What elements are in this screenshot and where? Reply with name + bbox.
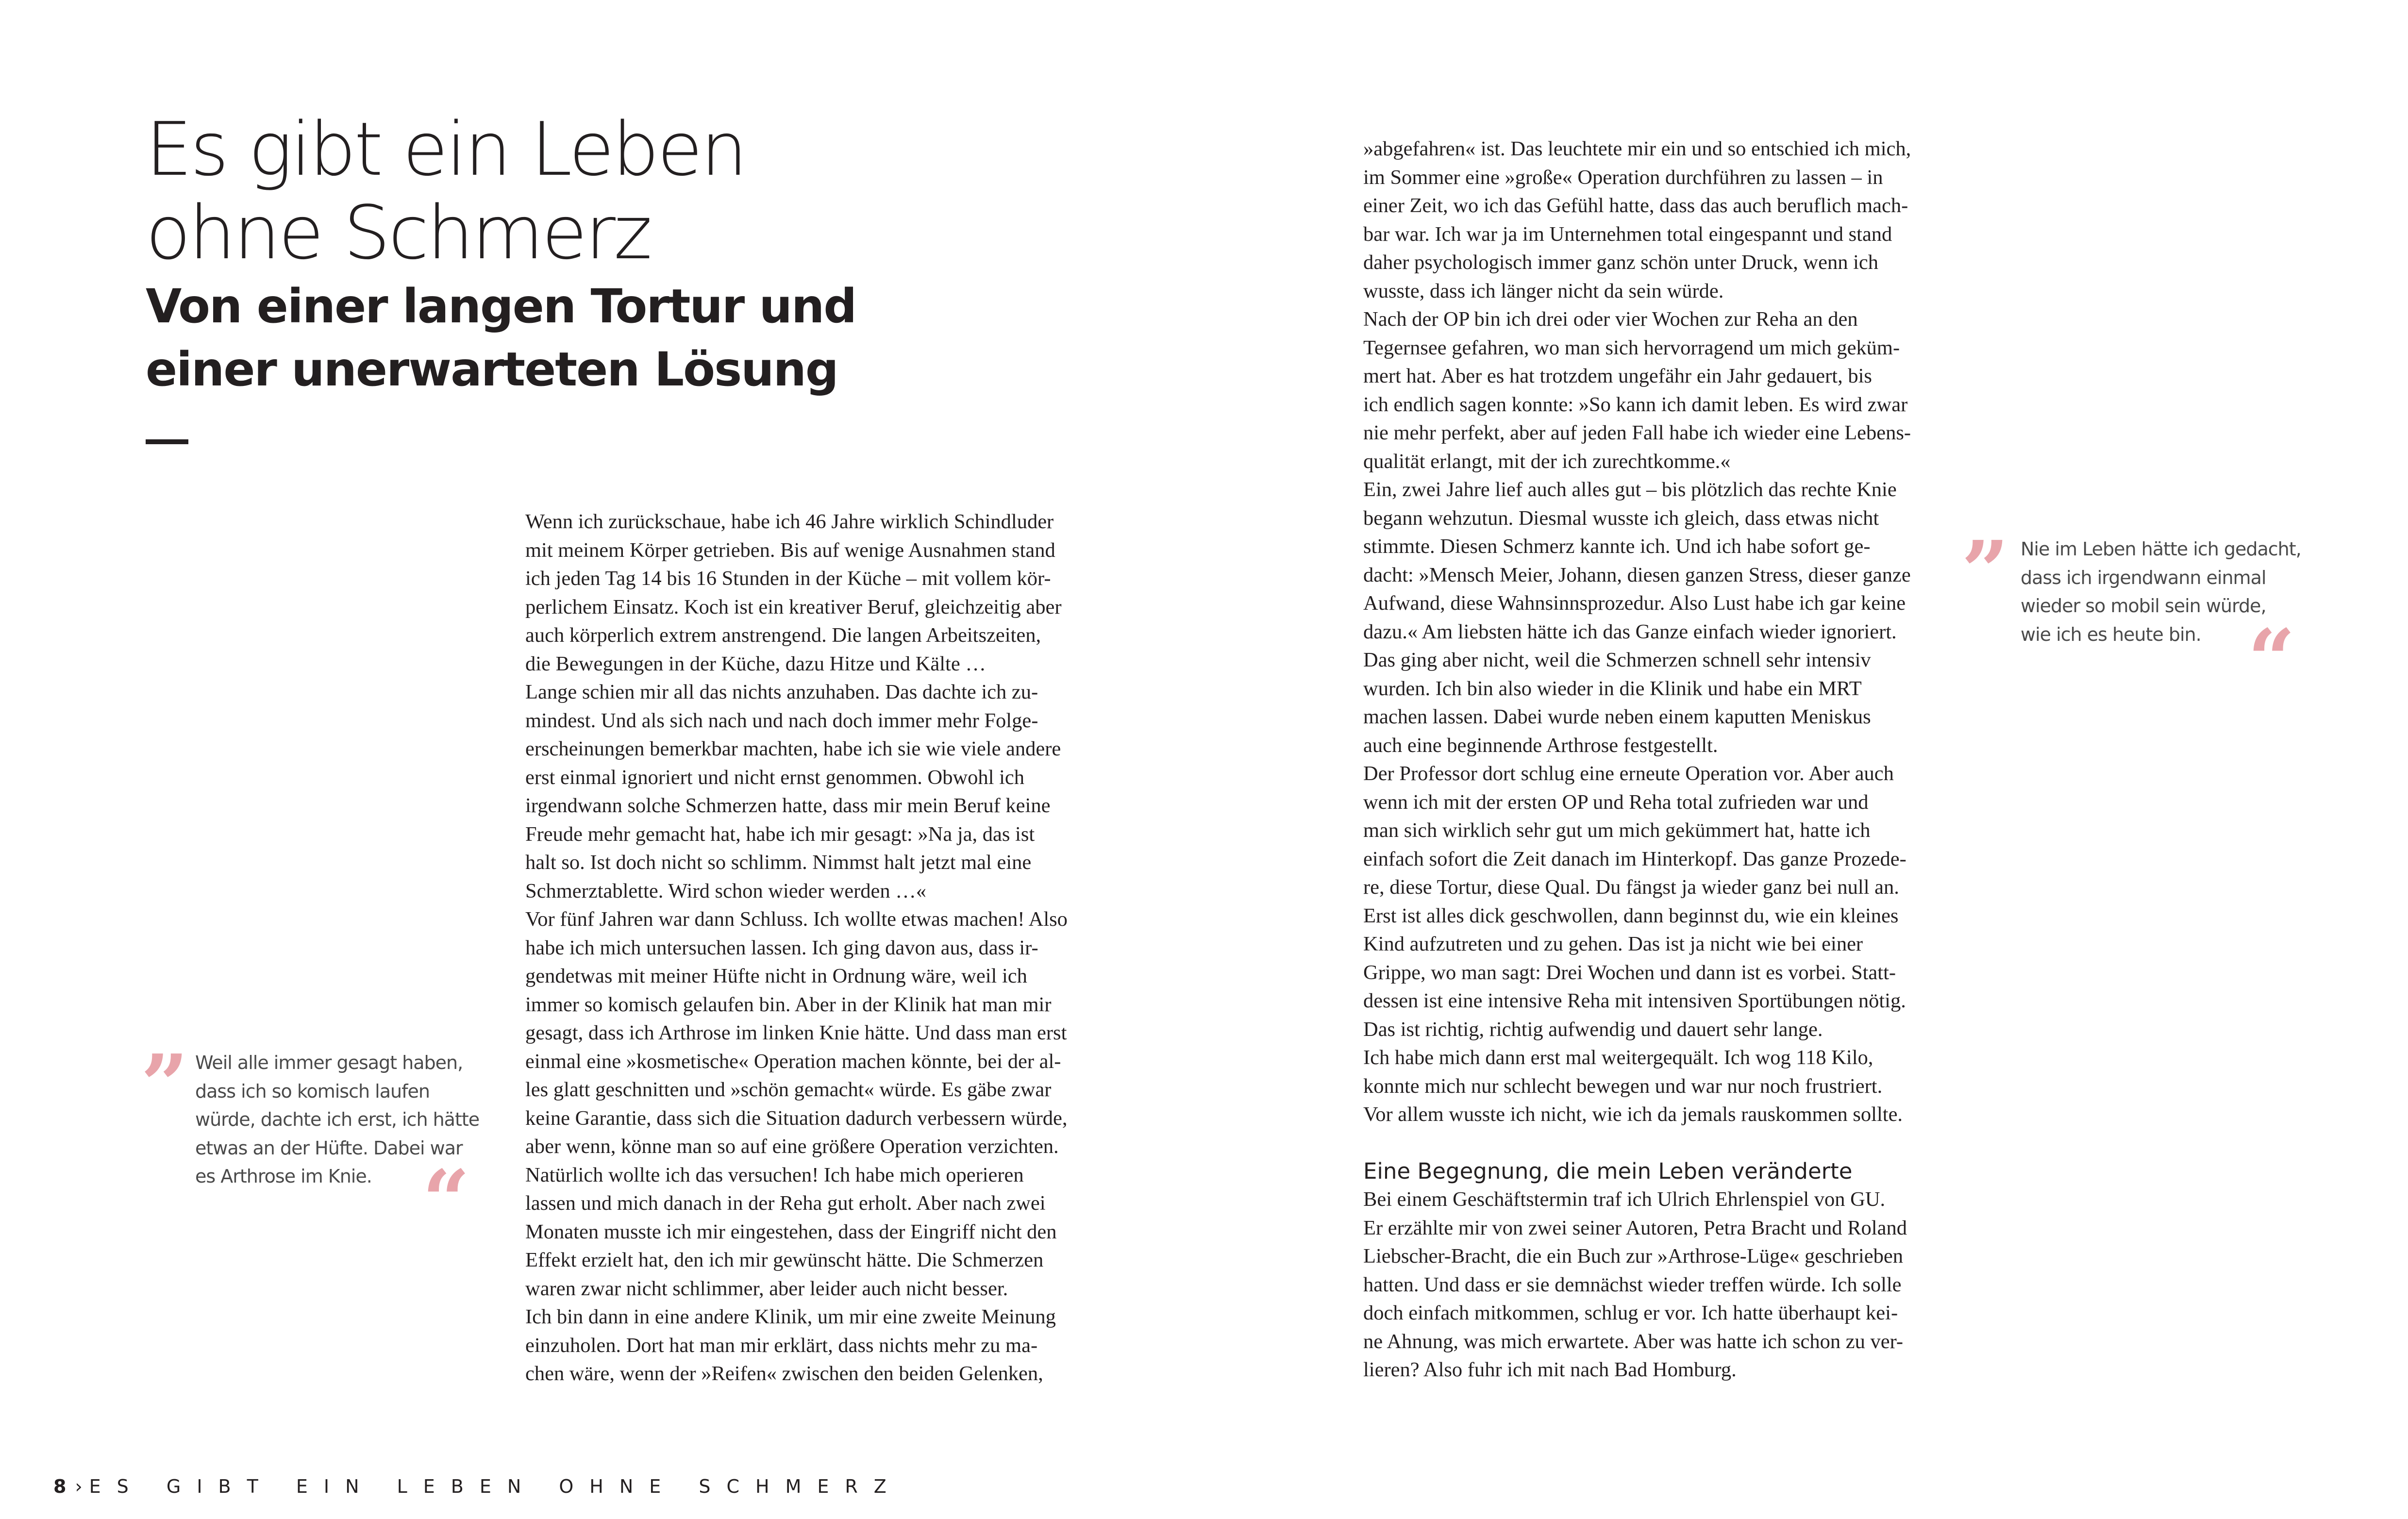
body-text-line: Erst ist alles dick geschwollen, dann beginnst du, wie ein kleines — [1363, 904, 1899, 927]
body-text-line: Ich habe mich dann erst mal weitergequält. Ich wog 118 Kilo, — [1363, 1046, 1873, 1069]
body-text-line: mit meinem Körper getrieben. Bis auf wenige Ausnahmen stand — [525, 538, 1055, 562]
body-text-line: hatten. Und dass er sie demnächst wieder treffen würde. Ich solle — [1363, 1273, 1902, 1296]
body-text-line: halt so. Ist doch nicht so schlimm. Nimmst halt jetzt mal eine — [525, 851, 1032, 874]
body-text-line: Grippe, wo man sagt: Drei Wochen und dann ist es vorbei. Statt- — [1363, 961, 1896, 984]
footer-separator-icon: › — [75, 1476, 83, 1497]
body-text-line: einfach sofort die Zeit danach im Hinterkopf. Das ganze Prozede- — [1363, 847, 1906, 870]
body-text-line: Der Professor dort schlug eine erneute Operation vor. Aber auch — [1363, 762, 1894, 785]
page-number: 8 — [53, 1476, 67, 1497]
body-column-right-section-text — [1363, 1185, 1917, 1385]
body-text-line: Lange schien mir all das nichts anzuhaben. Das dachte ich zu- — [525, 681, 1038, 703]
quote-text-line: würde, dachte ich erst, ich hätte — [195, 1109, 480, 1130]
chapter-subtitle-line-2: einer unerwarteten Lösung — [146, 342, 838, 397]
body-text-line: Das ist richtig, richtig aufwendig und dauert sehr lange. — [1363, 1018, 1823, 1041]
body-text-line: Bei einem Geschäftstermin traf ich Ulrich Ehrlenspiel von GU. — [1363, 1188, 1886, 1211]
quote-text-line: etwas an der Hüfte. Dabei war — [195, 1137, 463, 1159]
pull-quote-right — [1961, 523, 2301, 708]
quote-open-icon: ” — [1961, 523, 2009, 620]
body-text-line: Aufwand, diese Wahnsinnsprozedur. Also Lust habe ich gar keine — [1363, 592, 1906, 615]
body-text-line: mindest. Und als sich nach und nach doch immer mehr Folge- — [525, 709, 1038, 732]
body-text-line: »abgefahren« ist. Das leuchtete mir ein und so entschied ich mich, — [1363, 137, 1911, 160]
body-text-line: wurden. Ich bin also wieder in die Klinik und habe ein MRT — [1363, 677, 1862, 700]
body-text-line: Natürlich wollte ich das versuchen! Ich habe mich operieren — [525, 1163, 1024, 1186]
body-column-left — [525, 508, 1074, 1388]
body-text-line: doch einfach mitkommen, schlug er vor. Ich hatte überhaupt kei- — [1363, 1302, 1898, 1324]
body-text-line: Schmerztablette. Wird schon wieder werden …« — [525, 879, 926, 902]
body-text-line: Monaten musste ich mir eingestehen, dass der Eingriff nicht den — [525, 1220, 1057, 1243]
quote-text-line: es Arthrose im Knie. — [195, 1166, 372, 1187]
body-text-line: erst einmal ignoriert und nicht ernst genommen. Obwohl ich — [525, 766, 1025, 789]
body-text-line: die Bewegungen in der Küche, dazu Hitze und Kälte … — [525, 652, 986, 675]
body-text-line: einzuholen. Dort hat man mir erklärt, dass nichts mehr zu ma- — [525, 1334, 1038, 1357]
body-column-right-text — [1363, 135, 1917, 1129]
page-footer — [53, 1474, 903, 1499]
body-text-line: habe ich mich untersuchen lassen. Ich ging davon aus, dass ir- — [525, 936, 1038, 959]
body-text-line: Wenn ich zurückschaue, habe ich 46 Jahre wirklich Schindluder — [525, 510, 1054, 533]
body-text-line: Vor allem wusste ich nicht, wie ich da jemals rauskommen sollte. — [1363, 1103, 1903, 1126]
quote-close-icon: “ — [2248, 611, 2295, 708]
body-text-line: bar war. Ich war ja im Unternehmen total eingespannt und stand — [1363, 222, 1892, 246]
title-dash-divider — [146, 439, 188, 444]
body-text-line: stimmte. Diesen Schmerz kannte ich. Und ich habe sofort ge- — [1363, 535, 1871, 558]
body-text-line: einmal eine »kosmetische« Operation machen könnte, bei der al- — [525, 1050, 1061, 1073]
body-text-line: perlichem Einsatz. Koch ist ein kreativer Beruf, gleichzeitig aber — [525, 595, 1062, 618]
body-text-line: mert hat. Aber es hat trotzdem ungefähr ein Jahr gedauert, bis — [1363, 365, 1872, 387]
body-text-line: konnte mich nur schlecht bewegen und war nur noch frustriert. — [1363, 1074, 1883, 1098]
body-text-line: Liebscher-Bracht, die ein Buch zur »Arthrose-Lüge« geschrieben — [1363, 1245, 1903, 1268]
section-heading: Eine Begegnung, die mein Leben veränderte — [1363, 1158, 1853, 1184]
pull-quote-left — [141, 1036, 481, 1249]
quote-text-line: dass ich irgendwann einmal — [2021, 567, 2266, 588]
body-text-line: waren zwar nicht schlimmer, aber leider auch nicht besser. — [525, 1277, 1008, 1300]
body-text-line: irgendwann solche Schmerzen hatte, dass mir mein Beruf keine — [525, 794, 1051, 817]
body-text-line: auch eine beginnende Arthrose festgestellt. — [1363, 734, 1718, 757]
body-text-line: Vor fünf Jahren war dann Schluss. Ich wollte etwas machen! Also — [525, 908, 1068, 931]
body-text-line: aber wenn, könne man so auf eine größere Operation verzichten. — [525, 1135, 1059, 1158]
body-text-line: Effekt erzielt hat, den ich mir gewünscht hätte. Die Schmerzen — [525, 1249, 1044, 1271]
body-text-line: wenn ich mit der ersten OP und Reha total zufrieden war und — [1363, 790, 1869, 814]
body-text-line: keine Garantie, dass sich die Situation dadurch verbessern würde, — [525, 1106, 1068, 1130]
body-text-line: dacht: »Mensch Meier, Johann, diesen ganzen Stress, dieser ganze — [1363, 563, 1911, 586]
body-text-line: Das ging aber nicht, weil die Schmerzen schnell sehr intensiv — [1363, 649, 1871, 671]
body-text-line: Tegernsee gefahren, wo man sich hervorragend um mich geküm- — [1363, 336, 1900, 359]
body-text-line: Ein, zwei Jahre lief auch alles gut – bis plötzlich das rechte Knie — [1363, 478, 1897, 501]
body-text-line: gesagt, dass ich Arthrose im linken Knie hätte. Und dass man erst — [525, 1021, 1067, 1044]
body-text-line: gendetwas mit meiner Hüfte nicht in Ordnung wäre, weil ich — [525, 965, 1027, 987]
body-text-line: Er erzählte mir von zwei seiner Autoren, Petra Bracht und Roland — [1363, 1216, 1907, 1239]
chapter-title-line-1: Es gibt ein Leben — [146, 106, 746, 192]
body-text-line: dazu.« Am liebsten hätte ich das Ganze einfach wieder ignoriert. — [1363, 620, 1897, 643]
quote-text-line: wie ich es heute bin. — [2021, 623, 2201, 645]
chapter-title-line-2: ohne Schmerz — [146, 190, 651, 276]
chapter-title — [146, 108, 746, 275]
body-text-line: lieren? Also fuhr ich mit nach Bad Homburg. — [1363, 1358, 1737, 1381]
body-text-line: machen lassen. Dabei wurde neben einem kaputten Meniskus — [1363, 705, 1871, 728]
body-text-line: Kind aufzutreten und zu gehen. Das ist ja nicht wie bei einer — [1363, 933, 1863, 955]
body-column-right — [1363, 135, 1917, 1385]
body-text-line: Ich bin dann in eine andere Klinik, um mir eine zweite Meinung — [525, 1305, 1056, 1328]
body-text-line: lassen und mich danach in der Reha gut erholt. Aber nach zwei — [525, 1192, 1046, 1215]
body-text-line: les glatt geschnitten und »schön gemacht« würde. Es gäbe zwar — [525, 1078, 1052, 1101]
chapter-subtitle-line-1: Von einer langen Tortur und — [146, 279, 856, 334]
body-text-line: man sich wirklich sehr gut um mich gekümmert hat, hatte ich — [1363, 819, 1871, 842]
body-text-line: re, diese Tortur, diese Qual. Du fängst ja wieder ganz bei null an. — [1363, 876, 1899, 899]
quote-close-icon: “ — [422, 1152, 470, 1249]
body-text-line: erscheinungen bemerkbar machten, habe ich sie wie viele andere — [525, 737, 1061, 760]
body-text-line: dessen ist eine intensive Reha mit intensiven Sportübungen nötig. — [1363, 989, 1906, 1012]
body-text-line: qualität erlangt, mit der ich zurechtkomme.« — [1363, 450, 1731, 473]
body-text-line: immer so komisch gelaufen bin. Aber in der Klinik hat man mir — [525, 993, 1052, 1016]
body-text-line: ich endlich sagen konnte: »So kann ich damit leben. Es wird zwar — [1363, 393, 1908, 416]
body-text-line: chen wäre, wenn der »Reifen« zwischen den beiden Gelenken, — [525, 1362, 1043, 1385]
body-text-line: ne Ahnung, was mich erwartete. Aber was hatte ich schon zu ver- — [1363, 1330, 1904, 1353]
body-text-line: wusste, dass ich länger nicht da sein würde. — [1363, 279, 1724, 302]
body-text-line: auch körperlich extrem anstrengend. Die langen Arbeitszeiten, — [525, 624, 1041, 647]
body-text-line: begann wehzutun. Diesmal wusste ich gleich, dass etwas nicht — [1363, 506, 1879, 530]
quote-text-line: Nie im Leben hätte ich gedacht, — [2021, 538, 2301, 560]
body-text-line: im Sommer eine »große« Operation durchführen zu lassen – in — [1363, 166, 1883, 189]
body-text-line: nie mehr perfekt, aber auf jeden Fall habe ich wieder eine Lebens- — [1363, 421, 1911, 444]
body-text-line: ich jeden Tag 14 bis 16 Stunden in der Küche – mit vollem kör- — [525, 567, 1051, 590]
chapter-subtitle — [146, 275, 856, 401]
body-text-line: Freude mehr gemacht hat, habe ich mir gesagt: »Na ja, das ist — [525, 822, 1035, 846]
quote-text-line: wieder so mobil sein würde, — [2021, 595, 2266, 617]
body-text-line: Nach der OP bin ich drei oder vier Wochen zur Reha an den — [1363, 308, 1858, 331]
quote-open-icon: ” — [141, 1036, 188, 1134]
quote-text-line: dass ich so komisch laufen — [195, 1080, 430, 1102]
body-text-line: einer Zeit, wo ich das Gefühl hatte, dass das auch beruflich mach- — [1363, 194, 1908, 217]
body-text-line: daher psychologisch immer ganz schön unter Druck, wenn ich — [1363, 251, 1879, 274]
quote-text-line: Weil alle immer gesagt haben, — [195, 1052, 463, 1073]
running-title: ES GIBT EIN LEBEN OHNE SCHMERZ — [89, 1476, 903, 1497]
